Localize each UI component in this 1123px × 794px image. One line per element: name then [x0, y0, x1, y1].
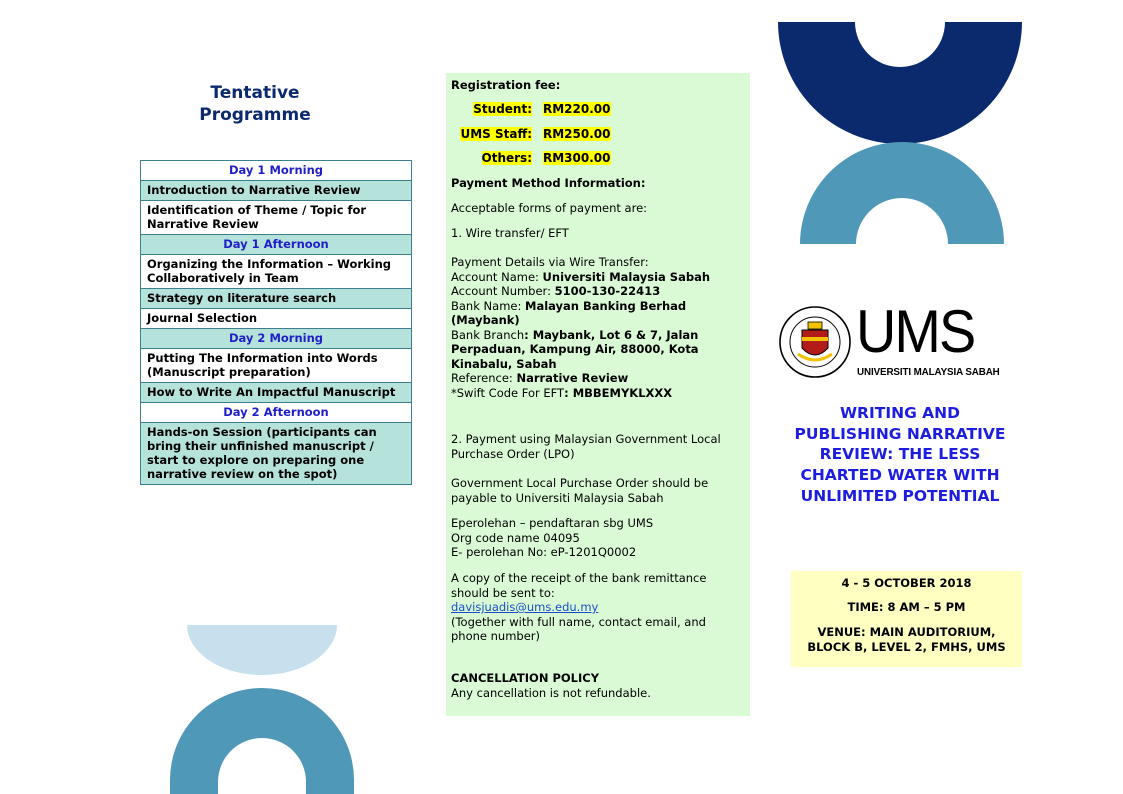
bank-name-line	[451, 299, 743, 328]
programme-session: Journal Selection	[141, 309, 411, 329]
swift-code: : MBBEMYKLXXX	[564, 385, 673, 400]
fee-amount: RM220.00	[543, 102, 611, 116]
email-link[interactable]: davisjuadis@ums.edu.my	[451, 600, 599, 614]
account-name: Universiti Malaysia Sabah	[542, 269, 711, 284]
eperolehan-line: E- perolehan No: eP-1201Q0002	[451, 545, 637, 559]
programme-session: Identification of Theme / Topic for Narrative Review	[141, 201, 411, 235]
programme-day-header: Day 1 Afternoon	[141, 235, 411, 255]
programme-session: How to Write An Impactful Manuscript	[141, 383, 411, 403]
fee-label: UMS Staff:	[460, 127, 532, 141]
ums-subtitle: UNIVERSITI MALAYSIA SABAH	[857, 367, 1000, 378]
eperolehan-block	[451, 516, 743, 560]
ums-logo	[778, 298, 1006, 382]
registration-panel	[446, 73, 750, 716]
programme-session: Organizing the Information – Working Collaboratively in Team	[141, 255, 411, 289]
light-blue-arc-shape	[187, 625, 337, 675]
account-number: 5100-130-22413	[554, 284, 661, 298]
programme-session: Introduction to Narrative Review	[141, 181, 411, 201]
reference-line	[451, 371, 743, 386]
programme-session: Hands-on Session (participants can bring their unfinished manuscript / start to explore on preparing one narrative review on the spot)	[141, 423, 411, 484]
programme-day-header: Day 2 Afternoon	[141, 403, 411, 423]
account-name-label: Account Name:	[451, 269, 543, 284]
wire-details	[451, 255, 743, 400]
fee-amount: RM300.00	[543, 151, 611, 165]
cancellation-heading: CANCELLATION POLICY	[451, 671, 600, 685]
eperolehan-line: Eperolehan – pendaftaran sbg UMS	[451, 516, 654, 530]
programme-title-line1: Tentative	[210, 83, 300, 103]
bank-branch: : Maybank, Lot 6 & 7, Jalan Perpaduan, Kampung Air, 88000, Kota Kinabalu, Sabah	[451, 327, 699, 371]
bank-branch-label: Bank Branch	[451, 327, 525, 342]
payment-heading: Payment Method Information:	[451, 176, 646, 190]
receipt-note: A copy of the receipt of the bank remittance should be sent to:	[451, 571, 707, 600]
programme-title-line2: Programme	[199, 105, 311, 125]
cancellation-block	[451, 671, 743, 700]
fee-label: Others:	[481, 151, 532, 165]
programme-session: Putting The Information into Words (Manuscript preparation)	[141, 349, 411, 383]
swift-label: *Swift Code For EFT	[451, 385, 565, 400]
programme-title	[180, 82, 330, 126]
bank-name: Malayan Banking Berhad (Maybank)	[451, 298, 687, 327]
event-title: WRITING AND PUBLISHING NARRATIVE REVIEW: THE LESS CHARTED WATER WITH UNLIMITED POTENTIAL	[794, 404, 1006, 505]
lpo-note: Government Local Purchase Order should be payable to Universiti Malaysia Sabah	[451, 476, 709, 505]
ums-wordmark: UMS	[856, 298, 975, 365]
receipt-note-2: (Together with full name, contact email, and phone number)	[451, 614, 706, 643]
reference: Narrative Review	[516, 371, 629, 385]
blue-arch-shape	[800, 142, 1004, 244]
fee-amount: RM250.00	[543, 127, 611, 141]
registration-heading: Registration fee:	[451, 78, 561, 92]
eperolehan-line: Org code name 04095	[451, 530, 580, 545]
event-venue-line1: VENUE: MAIN AUDITORIUM,	[817, 625, 996, 639]
swift-line	[451, 386, 743, 401]
fee-label: Student:	[473, 102, 532, 116]
ums-seal-icon	[778, 304, 852, 380]
acceptable-text: Acceptable forms of payment are:	[451, 201, 648, 215]
cancellation-text: Any cancellation is not refundable.	[451, 685, 651, 700]
programme-table	[140, 160, 412, 485]
event-date: 4 - 5 OCTOBER 2018	[841, 576, 972, 590]
event-venue-line2: BLOCK B, LEVEL 2, FMHS, UMS	[807, 640, 1006, 654]
blue-arch-bottom-shape	[170, 688, 354, 794]
method-lpo: 2. Payment using Malaysian Government Local Purchase Order (LPO)	[451, 432, 721, 461]
programme-day-header: Day 2 Morning	[141, 329, 411, 349]
account-number-line	[451, 284, 743, 299]
account-number-label: Account Number:	[451, 284, 555, 298]
bank-branch-line	[451, 328, 743, 372]
event-time: TIME: 8 AM – 5 PM	[847, 600, 966, 614]
wire-details-label: Payment Details via Wire Transfer:	[451, 255, 649, 269]
programme-day-header: Day 1 Morning	[141, 161, 411, 181]
account-name-line	[451, 270, 743, 285]
event-details-box	[791, 571, 1022, 667]
receipt-block	[451, 571, 743, 644]
navy-arc-shape	[778, 22, 1022, 144]
method-wire: 1. Wire transfer/ EFT	[451, 226, 569, 240]
reference-label: Reference:	[451, 371, 517, 385]
bank-name-label: Bank Name:	[451, 298, 525, 313]
programme-session: Strategy on literature search	[141, 289, 411, 309]
